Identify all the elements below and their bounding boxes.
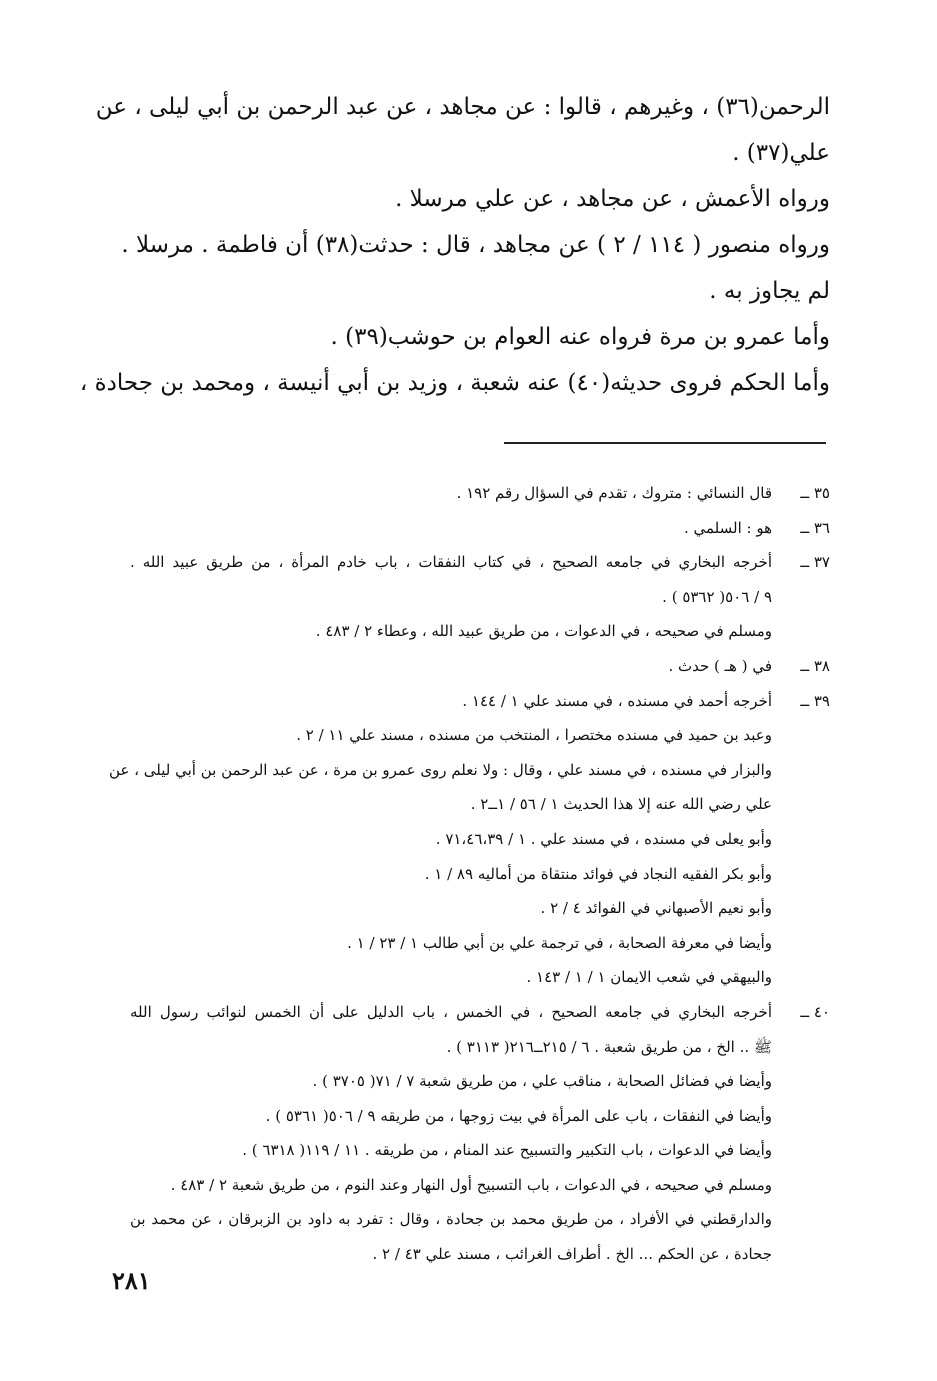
footnote-number: ٣٧ ــ [800,553,830,572]
footnote-line: وأيضا في معرفة الصحابة ، في ترجمة علي بن أبي طالب ١ / ٢٣ / ١ . [347,933,772,952]
footnote-number: ٤٠ ــ [800,1002,830,1021]
footnote-line: أخرجه أحمد في مسنده ، في مسند علي ١ / ١٤٤ . [462,691,772,710]
footnote-37 [130,545,830,649]
footnote-line: ٩ / ٥٠٦( ٥٣٦٢ ) . [662,587,772,606]
footnote-35 [130,476,830,511]
footnote-line: ومسلم في صحيحه ، في الدعوات ، باب التسبيح أول النهار وعند النوم ، من طريق شعبة ٢ / ٤٨٣ . [170,1175,772,1194]
footnote-line: ومسلم في صحيحه ، في الدعوات ، من طريق عبيد الله ، وعطاء ٢ / ٤٨٣ . [315,622,772,641]
footnote-number: ٣٨ ــ [800,656,830,675]
footnote-line: وأيضا في الدعوات ، باب التكبير والتسبيح عند المنام ، من طريقه . ١١ / ١١٩( ٦٣١٨ ) . [242,1141,772,1160]
footnote-line: أخرجه البخاري في جامعه الصحيح ، في كتاب النفقات ، باب خادم المرأة ، من طريق عبيد الله . [130,553,772,572]
footnote-line: في ( هـ ) حدث . [668,656,772,675]
footnote-line: وأبو يعلى في مسنده ، في مسند علي . ١ / ٧١،٤٦،٣٩ . [435,829,772,848]
footnote-line: أخرجه البخاري في جامعه الصحيح ، في الخمس ، باب الدليل على أن الخمس لنوائب رسول الله [130,1002,772,1021]
footnote-line: هو : السلمي . [683,518,772,537]
main-text-line: ورواه منصور ( ١١٤ / ٢ ) عن مجاهد ، قال : حدثت(٣٨) أن فاطمة . مرسلا . [121,232,830,258]
footnote-line: والبيهقي في شعب الايمان ١ / ١ / ١٤٣ . [526,968,772,987]
footnote-line: وعبد بن حميد في مسنده مختصرا ، المنتخب من مسنده ، مسند علي ١١ / ٢ . [296,726,772,745]
main-text-line: وأما الحكم فروى حديثه(٤٠) عنه شعبة ، وزيد بن أبي أنيسة ، ومحمد بن جحادة ، [79,370,830,396]
footnote-line: جحادة ، عن الحكم ... الخ . أطراف الغرائب ، مسند علي ٤٣ / ٢ . [372,1245,772,1264]
footnote-line: علي رضي الله عنه إلا هذا الحديث ١ / ٥٦ / ١ــ٢ . [470,795,772,814]
footnote-number: ٣٩ ــ [800,691,830,710]
main-text-line: الرحمن(٣٦) ، وغيرهم ، قالوا : عن مجاهد ، عن عبد الرحمن بن أبي ليلى ، عن [95,94,830,120]
footnote-line: وأيضا في فضائل الصحابة ، مناقب علي ، من طريق شعبة ٧ / ٧١( ٣٧٠٥ ) . [312,1072,772,1091]
footnote-line: وأبو نعيم الأصبهاني في الفوائد ٤ / ٢ . [540,899,772,918]
footnotes-block [109,476,830,1272]
page-number: ٢٨١ [112,1266,151,1295]
footnote-line: والبزار في مسنده ، في مسند علي ، وقال : ولا نعلم روى عمرو بن مرة ، عن عبد الرحمن بن أبي ليلى ، عن [109,760,772,779]
footnote-line: وأيضا في النفقات ، باب على المرأة في بيت زوجها ، من طريقه ٩ / ٥٠٦( ٥٣٦١ ) . [265,1106,772,1125]
footnote-40 [130,995,830,1272]
footnote-divider [504,442,826,444]
footnote-39 [109,684,830,995]
footnote-36 [130,511,830,546]
footnote-line: وأبو بكر الفقيه النجاد في فوائد منتقاة من أماليه ٨٩ / ١ . [424,864,772,883]
footnote-line: والدارقطني في الأفراد ، من طريق محمد بن جحادة ، وقال : تفرد به داود بن الزبرقان ، عن محمد بن [130,1210,772,1229]
footnote-38 [130,649,830,684]
main-text-line: علي(٣٧) . [732,140,830,166]
main-text-block [79,84,830,406]
main-text-line: وأما عمرو بن مرة فرواه عنه العوام بن حوشب(٣٩) . [330,324,830,350]
footnote-number: ٣٦ ــ [800,518,830,537]
main-text-line: ورواه الأعمش ، عن مجاهد ، عن علي مرسلا . [395,186,830,212]
footnote-line: ﷺ .. الخ ، من طريق شعبة . ٦ / ٢١٥ــ٢١٦( ٣١١٣ ) . [446,1037,772,1056]
footnote-number: ٣٥ ــ [800,484,830,502]
main-text-line: لم يجاوز به . [709,278,830,304]
footnote-line: قال النسائي : متروك ، تقدم في السؤال رقم ١٩٢ . [456,484,772,502]
